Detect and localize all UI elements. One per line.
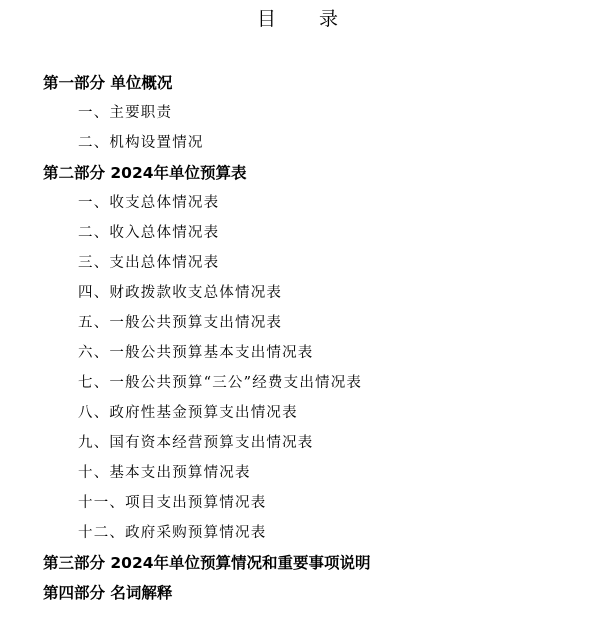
- toc-item-table-6[interactable]: 六、一般公共预算基本支出情况表: [78, 345, 314, 361]
- toc-item-table-12[interactable]: 十二、政府采购预算情况表: [78, 525, 267, 541]
- toc-item-table-3[interactable]: 三、支出总体情况表: [78, 255, 220, 271]
- toc-part-3[interactable]: 第三部分 2024年单位预算情况和重要事项说明: [43, 554, 371, 572]
- toc-item-table-1[interactable]: 一、收支总体情况表: [78, 195, 220, 211]
- toc-part-4[interactable]: 第四部分 名词解释: [43, 584, 173, 602]
- toc-item-table-8[interactable]: 八、政府性基金预算支出情况表: [78, 405, 298, 421]
- toc-item-table-11[interactable]: 十一、项目支出预算情况表: [78, 495, 267, 511]
- toc-item-main-duties[interactable]: 一、主要职责: [78, 105, 173, 121]
- toc-part-1[interactable]: 第一部分 单位概况: [43, 74, 173, 92]
- toc-item-table-9[interactable]: 九、国有资本经营预算支出情况表: [78, 435, 314, 451]
- page-title: 目 录: [256, 8, 350, 30]
- toc-item-table-10[interactable]: 十、基本支出预算情况表: [78, 465, 251, 481]
- toc-item-table-2[interactable]: 二、收入总体情况表: [78, 225, 220, 241]
- toc-item-org-setup[interactable]: 二、机构设置情况: [78, 135, 204, 151]
- toc-item-table-7[interactable]: 七、一般公共预算“三公”经费支出情况表: [78, 375, 363, 391]
- toc-item-table-5[interactable]: 五、一般公共预算支出情况表: [78, 315, 283, 331]
- table-of-contents: [0, 68, 607, 608]
- toc-item-table-4[interactable]: 四、财政拨款收支总体情况表: [78, 285, 283, 301]
- toc-part-2[interactable]: 第二部分 2024年单位预算表: [43, 164, 247, 182]
